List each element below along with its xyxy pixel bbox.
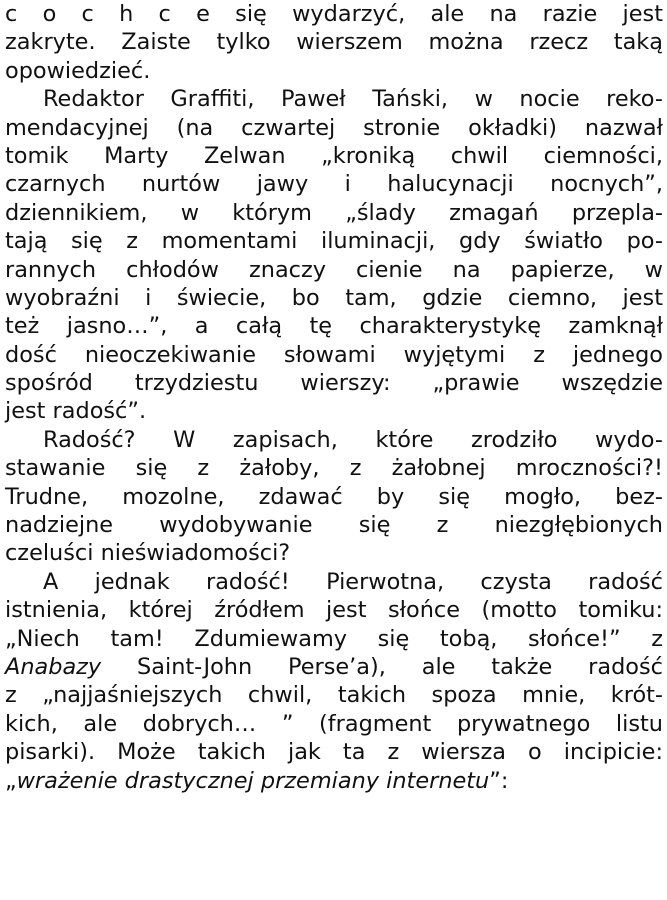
text-line: tają się z momentami iluminacji, gdy światło po- <box>5 228 663 255</box>
text-line: nadziejne wydobywanie się z niezgłębionych <box>5 512 663 539</box>
text-line: c o c h c e się wydarzyć, ale na razie jest <box>5 1 663 27</box>
text-line: jest radość”. <box>5 398 147 425</box>
text-line: dość nieoczekiwanie słowami wyjętymi z jednego <box>5 341 663 368</box>
paragraph-first-line: Radość? W zapisach, które zrodziło wydo- <box>43 426 663 453</box>
text-line <box>5 653 663 681</box>
text-line: też jasno…”, a całą tę charakterystykę zamknął <box>5 313 663 340</box>
text-line: istnienia, której źródłem jest słońce (motto tomiku: <box>5 597 663 624</box>
closing-quote: ”: <box>489 767 509 794</box>
text-line <box>5 767 663 795</box>
text-line: spośród trzydziestu wierszy: „prawie wszędzie <box>5 370 663 397</box>
paragraph-first-line: Redaktor Graffiti, Paweł Tański, w nocie reko- <box>43 86 663 113</box>
line-remainder: Saint-John Perse’a), ale także radość <box>101 653 663 680</box>
text-line: dziennikiem, w którym „ślady zmagań przepla- <box>5 199 663 226</box>
text-line: czarnych nurtów jawy i halucynacji nocnych”, <box>5 171 663 198</box>
text-line: stawanie się z żałoby, z żałobnej mroczności?! <box>5 455 663 482</box>
text-line: z „najjaśniejszych chwil, takich spoza mnie, krót- <box>5 682 663 709</box>
text-line: zakryte. Zaiste tylko wierszem można rzecz taką <box>5 29 663 56</box>
book-title-italic: Anabazy <box>5 653 102 680</box>
document-page <box>5 0 663 795</box>
text-line: czeluści nieświadomości? <box>5 540 291 567</box>
opening-quote: „ <box>5 767 17 794</box>
text-line: wyobraźni i świecie, bo tam, gdzie ciemno, jest <box>5 284 663 311</box>
text-line: kich, ale dobrych… ” (fragment prywatnego listu <box>5 710 663 737</box>
text-line: opowiedzieć. <box>5 57 151 84</box>
paragraph-first-line: A jednak radość! Pierwotna, czysta radość <box>43 568 663 595</box>
text-line: tomik Marty Zelwan „kroniką chwil ciemności, <box>5 142 663 169</box>
text-line: pisarki). Może takich jak ta z wiersza o incipicie: <box>5 739 663 766</box>
text-line: rannych chłodów znaczy cienie na papierze, w <box>5 256 663 283</box>
incipit-italic: wrażenie drastycznej przemiany internetu <box>16 767 490 794</box>
text-line: mendacyjnej (na czwartej stronie okładki) nazwał <box>5 114 663 141</box>
text-line: Trudne, mozolne, zdawać by się mogło, bez- <box>5 483 663 510</box>
text-line: „Niech tam! Zdumiewamy się tobą, słońce!” z <box>5 625 663 652</box>
